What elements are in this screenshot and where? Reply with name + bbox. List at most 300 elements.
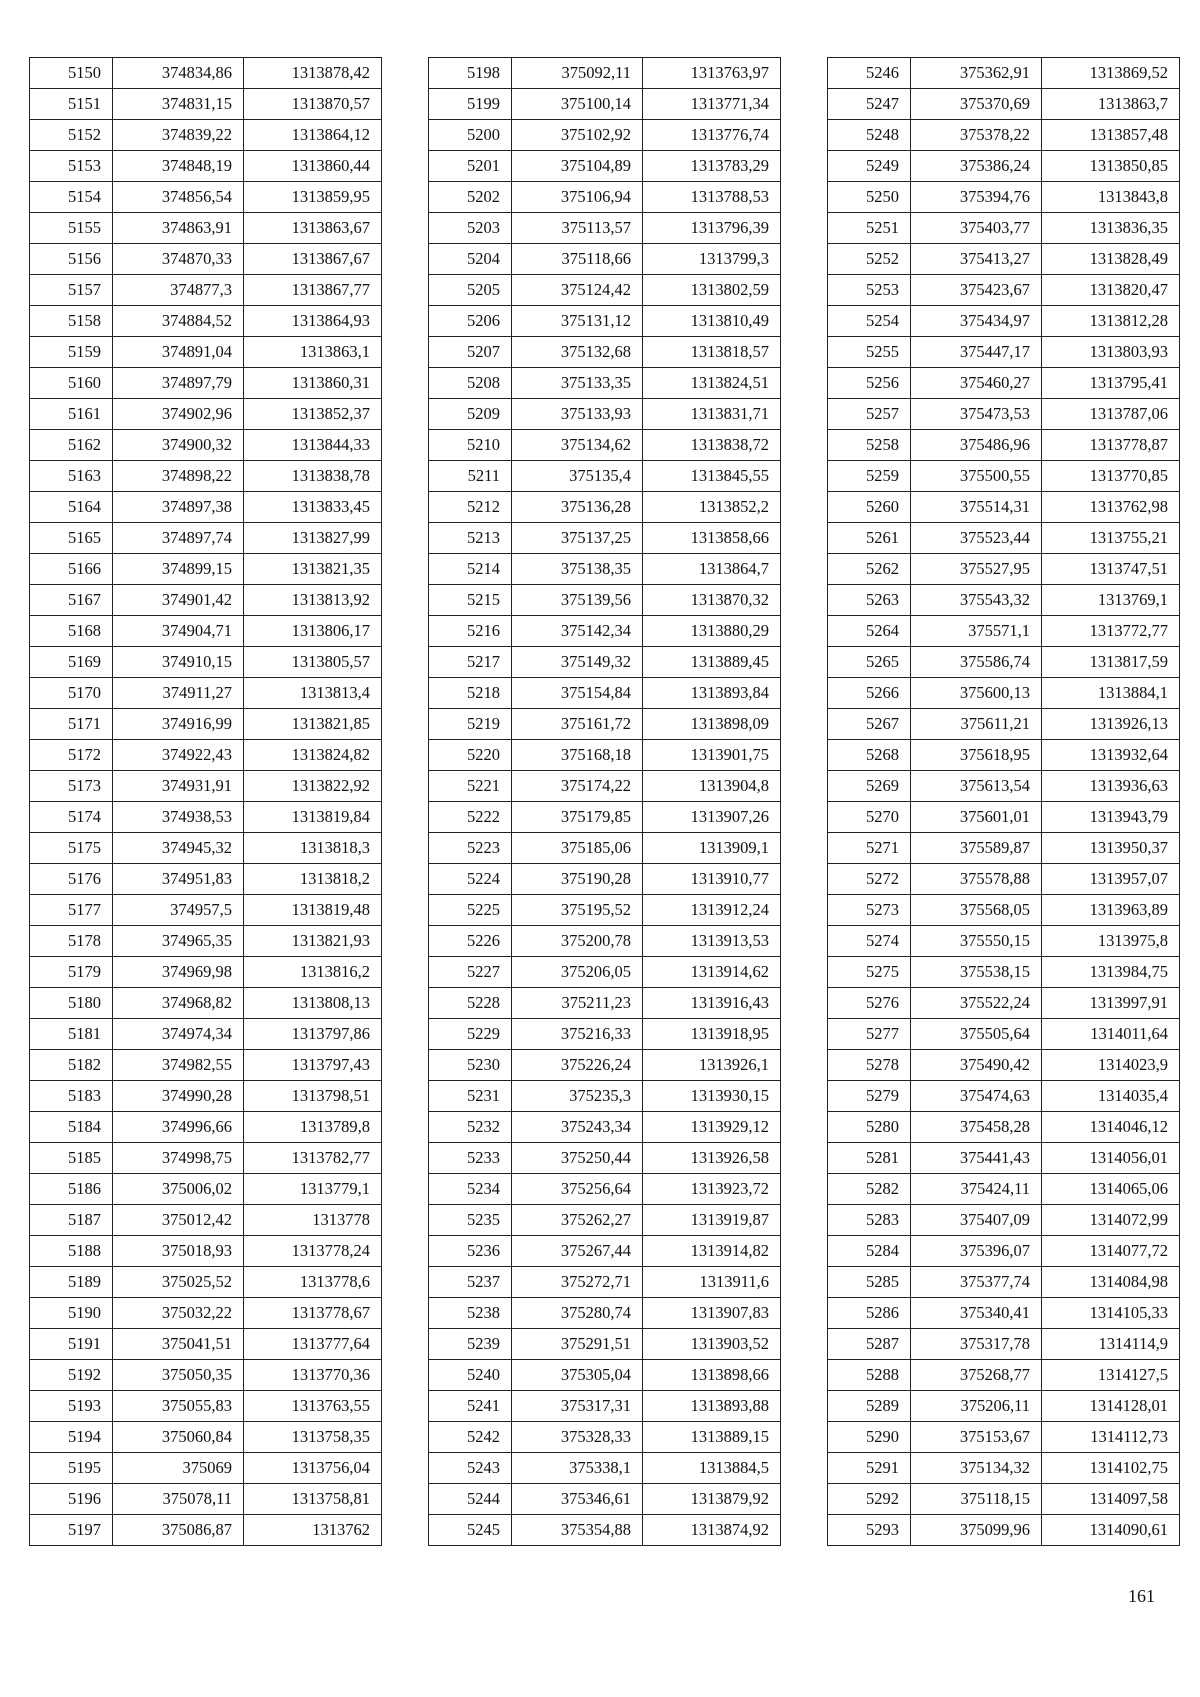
x-coordinate-cell: 375133,35	[512, 368, 643, 399]
table-row	[429, 1050, 781, 1081]
x-coordinate-cell: 374891,04	[113, 337, 244, 368]
point-number-cell: 5182	[30, 1050, 113, 1081]
table-row	[30, 58, 382, 89]
table-row	[828, 399, 1180, 430]
y-coordinate-cell: 1313867,77	[244, 275, 382, 306]
y-coordinate-cell: 1313926,1	[643, 1050, 781, 1081]
point-number-cell: 5187	[30, 1205, 113, 1236]
y-coordinate-cell: 1313884,1	[1042, 678, 1180, 709]
x-coordinate-cell: 375032,22	[113, 1298, 244, 1329]
point-number-cell: 5291	[828, 1453, 911, 1484]
point-number-cell: 5268	[828, 740, 911, 771]
table-row	[429, 647, 781, 678]
x-coordinate-cell: 375102,92	[512, 120, 643, 151]
point-number-cell: 5253	[828, 275, 911, 306]
x-coordinate-cell: 375291,51	[512, 1329, 643, 1360]
y-coordinate-cell: 1313870,57	[244, 89, 382, 120]
x-coordinate-cell: 374898,22	[113, 461, 244, 492]
table-row	[828, 89, 1180, 120]
table-row	[828, 275, 1180, 306]
point-number-cell: 5190	[30, 1298, 113, 1329]
table-row	[30, 1205, 382, 1236]
y-coordinate-cell: 1313813,92	[244, 585, 382, 616]
x-coordinate-cell: 375174,22	[512, 771, 643, 802]
x-coordinate-cell: 375522,24	[911, 988, 1042, 1019]
x-coordinate-cell: 375099,96	[911, 1515, 1042, 1546]
x-coordinate-cell: 375018,93	[113, 1236, 244, 1267]
table-row	[828, 1298, 1180, 1329]
table-row	[429, 926, 781, 957]
table-row	[828, 864, 1180, 895]
point-number-cell: 5282	[828, 1174, 911, 1205]
table-row	[429, 523, 781, 554]
point-number-cell: 5201	[429, 151, 512, 182]
point-number-cell: 5256	[828, 368, 911, 399]
y-coordinate-cell: 1313802,59	[643, 275, 781, 306]
y-coordinate-cell: 1313820,47	[1042, 275, 1180, 306]
table-row	[30, 306, 382, 337]
table-row	[828, 926, 1180, 957]
point-number-cell: 5178	[30, 926, 113, 957]
table-row	[429, 430, 781, 461]
x-coordinate-cell: 375490,42	[911, 1050, 1042, 1081]
point-number-cell: 5221	[429, 771, 512, 802]
y-coordinate-cell: 1313783,29	[643, 151, 781, 182]
x-coordinate-cell: 375104,89	[512, 151, 643, 182]
y-coordinate-cell: 1314114,9	[1042, 1329, 1180, 1360]
y-coordinate-cell: 1313984,75	[1042, 957, 1180, 988]
y-coordinate-cell: 1314011,64	[1042, 1019, 1180, 1050]
y-coordinate-cell: 1313863,1	[244, 337, 382, 368]
point-number-cell: 5183	[30, 1081, 113, 1112]
point-number-cell: 5230	[429, 1050, 512, 1081]
table-row	[828, 988, 1180, 1019]
table-row	[30, 1267, 382, 1298]
point-number-cell: 5225	[429, 895, 512, 926]
point-number-cell: 5290	[828, 1422, 911, 1453]
point-number-cell: 5231	[429, 1081, 512, 1112]
x-coordinate-cell: 375474,63	[911, 1081, 1042, 1112]
table-row	[828, 585, 1180, 616]
table-row	[30, 833, 382, 864]
x-coordinate-cell: 375328,33	[512, 1422, 643, 1453]
table-row	[30, 1298, 382, 1329]
x-coordinate-cell: 375190,28	[512, 864, 643, 895]
x-coordinate-cell: 375434,97	[911, 306, 1042, 337]
x-coordinate-cell: 375133,93	[512, 399, 643, 430]
table-row	[828, 430, 1180, 461]
x-coordinate-cell: 375600,13	[911, 678, 1042, 709]
table-row	[828, 833, 1180, 864]
table-row	[30, 275, 382, 306]
x-coordinate-cell: 375407,09	[911, 1205, 1042, 1236]
point-number-cell: 5252	[828, 244, 911, 275]
x-coordinate-cell: 375571,1	[911, 616, 1042, 647]
point-number-cell: 5270	[828, 802, 911, 833]
x-coordinate-cell: 375118,15	[911, 1484, 1042, 1515]
x-coordinate-cell: 375118,66	[512, 244, 643, 275]
table-row	[828, 957, 1180, 988]
y-coordinate-cell: 1313852,2	[643, 492, 781, 523]
point-number-cell: 5202	[429, 182, 512, 213]
point-number-cell: 5226	[429, 926, 512, 957]
y-coordinate-cell: 1313819,84	[244, 802, 382, 833]
x-coordinate-cell: 375550,15	[911, 926, 1042, 957]
y-coordinate-cell: 1313819,48	[244, 895, 382, 926]
x-coordinate-cell: 375134,32	[911, 1453, 1042, 1484]
x-coordinate-cell: 375012,42	[113, 1205, 244, 1236]
y-coordinate-cell: 1313850,85	[1042, 151, 1180, 182]
point-number-cell: 5285	[828, 1267, 911, 1298]
table-row	[429, 1360, 781, 1391]
table-row	[30, 864, 382, 895]
point-number-cell: 5271	[828, 833, 911, 864]
table-row	[30, 213, 382, 244]
table-row	[429, 58, 781, 89]
point-number-cell: 5287	[828, 1329, 911, 1360]
point-number-cell: 5249	[828, 151, 911, 182]
table-row	[30, 430, 382, 461]
point-number-cell: 5204	[429, 244, 512, 275]
point-number-cell: 5203	[429, 213, 512, 244]
point-number-cell: 5154	[30, 182, 113, 213]
y-coordinate-cell: 1313778,24	[244, 1236, 382, 1267]
table-row	[429, 89, 781, 120]
y-coordinate-cell: 1313828,49	[1042, 244, 1180, 275]
x-coordinate-cell: 375403,77	[911, 213, 1042, 244]
x-coordinate-cell: 375168,18	[512, 740, 643, 771]
y-coordinate-cell: 1313889,15	[643, 1422, 781, 1453]
y-coordinate-cell: 1313869,52	[1042, 58, 1180, 89]
y-coordinate-cell: 1313818,57	[643, 337, 781, 368]
table-row	[429, 151, 781, 182]
point-number-cell: 5168	[30, 616, 113, 647]
table-row	[429, 1298, 781, 1329]
table-row	[30, 802, 382, 833]
table-row	[429, 275, 781, 306]
coordinate-table-1	[29, 57, 382, 1546]
point-number-cell: 5275	[828, 957, 911, 988]
point-number-cell: 5281	[828, 1143, 911, 1174]
table-row	[30, 1050, 382, 1081]
point-number-cell: 5242	[429, 1422, 512, 1453]
y-coordinate-cell: 1313884,5	[643, 1453, 781, 1484]
x-coordinate-cell: 375578,88	[911, 864, 1042, 895]
y-coordinate-cell: 1313889,45	[643, 647, 781, 678]
table-row	[828, 616, 1180, 647]
point-number-cell: 5188	[30, 1236, 113, 1267]
table-row	[828, 740, 1180, 771]
y-coordinate-cell: 1313838,72	[643, 430, 781, 461]
point-number-cell: 5185	[30, 1143, 113, 1174]
table-row	[429, 368, 781, 399]
table-row	[30, 1484, 382, 1515]
point-number-cell: 5254	[828, 306, 911, 337]
point-number-cell: 5255	[828, 337, 911, 368]
x-coordinate-cell: 375185,06	[512, 833, 643, 864]
point-number-cell: 5195	[30, 1453, 113, 1484]
x-coordinate-cell: 375078,11	[113, 1484, 244, 1515]
point-number-cell: 5162	[30, 430, 113, 461]
table-row	[30, 1422, 382, 1453]
x-coordinate-cell: 375362,91	[911, 58, 1042, 89]
point-number-cell: 5214	[429, 554, 512, 585]
table-row	[30, 1453, 382, 1484]
point-number-cell: 5241	[429, 1391, 512, 1422]
point-number-cell: 5246	[828, 58, 911, 89]
table-row	[30, 1329, 382, 1360]
point-number-cell: 5170	[30, 678, 113, 709]
table-row	[30, 554, 382, 585]
point-number-cell: 5276	[828, 988, 911, 1019]
y-coordinate-cell: 1313919,87	[643, 1205, 781, 1236]
point-number-cell: 5266	[828, 678, 911, 709]
x-coordinate-cell: 375611,21	[911, 709, 1042, 740]
x-coordinate-cell: 375317,78	[911, 1329, 1042, 1360]
x-coordinate-cell: 375505,64	[911, 1019, 1042, 1050]
x-coordinate-cell: 375523,44	[911, 523, 1042, 554]
x-coordinate-cell: 374969,98	[113, 957, 244, 988]
y-coordinate-cell: 1313929,12	[643, 1112, 781, 1143]
table-row	[828, 1174, 1180, 1205]
table-row	[828, 1515, 1180, 1546]
point-number-cell: 5167	[30, 585, 113, 616]
point-number-cell: 5213	[429, 523, 512, 554]
y-coordinate-cell: 1313901,75	[643, 740, 781, 771]
x-coordinate-cell: 374996,66	[113, 1112, 244, 1143]
point-number-cell: 5238	[429, 1298, 512, 1329]
y-coordinate-cell: 1313857,48	[1042, 120, 1180, 151]
x-coordinate-cell: 375135,4	[512, 461, 643, 492]
x-coordinate-cell: 374884,52	[113, 306, 244, 337]
x-coordinate-cell: 375060,84	[113, 1422, 244, 1453]
point-number-cell: 5273	[828, 895, 911, 926]
x-coordinate-cell: 374938,53	[113, 802, 244, 833]
point-number-cell: 5198	[429, 58, 512, 89]
table-row	[30, 585, 382, 616]
y-coordinate-cell: 1313950,37	[1042, 833, 1180, 864]
x-coordinate-cell: 374922,43	[113, 740, 244, 771]
x-coordinate-cell: 375280,74	[512, 1298, 643, 1329]
table-row	[429, 1453, 781, 1484]
x-coordinate-cell: 375527,95	[911, 554, 1042, 585]
y-coordinate-cell: 1313867,67	[244, 244, 382, 275]
point-number-cell: 5278	[828, 1050, 911, 1081]
point-number-cell: 5234	[429, 1174, 512, 1205]
point-number-cell: 5186	[30, 1174, 113, 1205]
x-coordinate-cell: 375136,28	[512, 492, 643, 523]
y-coordinate-cell: 1313810,49	[643, 306, 781, 337]
table-row	[30, 461, 382, 492]
table-row	[429, 1143, 781, 1174]
table-row	[30, 926, 382, 957]
y-coordinate-cell: 1313932,64	[1042, 740, 1180, 771]
table-row	[828, 554, 1180, 585]
table-row	[429, 1515, 781, 1546]
y-coordinate-cell: 1313818,2	[244, 864, 382, 895]
x-coordinate-cell: 375589,87	[911, 833, 1042, 864]
x-coordinate-cell: 375161,72	[512, 709, 643, 740]
table-row	[429, 1019, 781, 1050]
table-row	[429, 1267, 781, 1298]
x-coordinate-cell: 374877,3	[113, 275, 244, 306]
point-number-cell: 5232	[429, 1112, 512, 1143]
y-coordinate-cell: 1313879,92	[643, 1484, 781, 1515]
y-coordinate-cell: 1313911,6	[643, 1267, 781, 1298]
x-coordinate-cell: 375113,57	[512, 213, 643, 244]
x-coordinate-cell: 375195,52	[512, 895, 643, 926]
table-row	[30, 492, 382, 523]
table-row	[429, 1236, 781, 1267]
y-coordinate-cell: 1313859,95	[244, 182, 382, 213]
table-row	[828, 771, 1180, 802]
x-coordinate-cell: 375069	[113, 1453, 244, 1484]
x-coordinate-cell: 375055,83	[113, 1391, 244, 1422]
x-coordinate-cell: 375041,51	[113, 1329, 244, 1360]
y-coordinate-cell: 1313756,04	[244, 1453, 382, 1484]
x-coordinate-cell: 375216,33	[512, 1019, 643, 1050]
y-coordinate-cell: 1313963,89	[1042, 895, 1180, 926]
x-coordinate-cell: 375200,78	[512, 926, 643, 957]
point-number-cell: 5197	[30, 1515, 113, 1546]
y-coordinate-cell: 1313893,88	[643, 1391, 781, 1422]
point-number-cell: 5269	[828, 771, 911, 802]
point-number-cell: 5262	[828, 554, 911, 585]
point-number-cell: 5196	[30, 1484, 113, 1515]
x-coordinate-cell: 375050,35	[113, 1360, 244, 1391]
x-coordinate-cell: 375206,11	[911, 1391, 1042, 1422]
point-number-cell: 5173	[30, 771, 113, 802]
table-row	[30, 709, 382, 740]
y-coordinate-cell: 1313910,77	[643, 864, 781, 895]
y-coordinate-cell: 1313914,62	[643, 957, 781, 988]
table-row	[30, 182, 382, 213]
y-coordinate-cell: 1313858,66	[643, 523, 781, 554]
table-row	[828, 709, 1180, 740]
y-coordinate-cell: 1313770,36	[244, 1360, 382, 1391]
y-coordinate-cell: 1314105,33	[1042, 1298, 1180, 1329]
point-number-cell: 5284	[828, 1236, 911, 1267]
table-row	[30, 1174, 382, 1205]
point-number-cell: 5277	[828, 1019, 911, 1050]
point-number-cell: 5248	[828, 120, 911, 151]
x-coordinate-cell: 375138,35	[512, 554, 643, 585]
x-coordinate-cell: 375124,42	[512, 275, 643, 306]
table-row	[828, 1391, 1180, 1422]
x-coordinate-cell: 375500,55	[911, 461, 1042, 492]
y-coordinate-cell: 1313957,07	[1042, 864, 1180, 895]
table-row	[429, 833, 781, 864]
point-number-cell: 5233	[429, 1143, 512, 1174]
x-coordinate-cell: 375424,11	[911, 1174, 1042, 1205]
point-number-cell: 5152	[30, 120, 113, 151]
y-coordinate-cell: 1313898,09	[643, 709, 781, 740]
x-coordinate-cell: 375305,04	[512, 1360, 643, 1391]
point-number-cell: 5229	[429, 1019, 512, 1050]
point-number-cell: 5224	[429, 864, 512, 895]
table-row	[429, 1422, 781, 1453]
y-coordinate-cell: 1313789,8	[244, 1112, 382, 1143]
table-row	[828, 120, 1180, 151]
y-coordinate-cell: 1313813,4	[244, 678, 382, 709]
y-coordinate-cell: 1313758,81	[244, 1484, 382, 1515]
table-row	[429, 244, 781, 275]
y-coordinate-cell: 1313836,35	[1042, 213, 1180, 244]
x-coordinate-cell: 374834,86	[113, 58, 244, 89]
point-number-cell: 5237	[429, 1267, 512, 1298]
y-coordinate-cell: 1314056,01	[1042, 1143, 1180, 1174]
x-coordinate-cell: 375132,68	[512, 337, 643, 368]
table-row	[30, 89, 382, 120]
y-coordinate-cell: 1313747,51	[1042, 554, 1180, 585]
y-coordinate-cell: 1313975,8	[1042, 926, 1180, 957]
x-coordinate-cell: 375250,44	[512, 1143, 643, 1174]
x-coordinate-cell: 375394,76	[911, 182, 1042, 213]
y-coordinate-cell: 1313893,84	[643, 678, 781, 709]
table-row	[828, 151, 1180, 182]
y-coordinate-cell: 1313904,8	[643, 771, 781, 802]
x-coordinate-cell: 375396,07	[911, 1236, 1042, 1267]
table-row	[30, 244, 382, 275]
point-number-cell: 5286	[828, 1298, 911, 1329]
x-coordinate-cell: 374945,32	[113, 833, 244, 864]
table-row	[30, 523, 382, 554]
point-number-cell: 5265	[828, 647, 911, 678]
y-coordinate-cell: 1314023,9	[1042, 1050, 1180, 1081]
x-coordinate-cell: 374897,38	[113, 492, 244, 523]
table-row	[828, 802, 1180, 833]
x-coordinate-cell: 375386,24	[911, 151, 1042, 182]
point-number-cell: 5179	[30, 957, 113, 988]
table-row	[30, 988, 382, 1019]
table-row	[828, 1143, 1180, 1174]
y-coordinate-cell: 1313806,17	[244, 616, 382, 647]
x-coordinate-cell: 374901,42	[113, 585, 244, 616]
table-row	[30, 1515, 382, 1546]
point-number-cell: 5263	[828, 585, 911, 616]
x-coordinate-cell: 374916,99	[113, 709, 244, 740]
table-row	[429, 864, 781, 895]
table-row	[30, 1236, 382, 1267]
table-row	[828, 213, 1180, 244]
table-row	[429, 1174, 781, 1205]
y-coordinate-cell: 1313916,43	[643, 988, 781, 1019]
x-coordinate-cell: 374974,34	[113, 1019, 244, 1050]
table-row	[828, 461, 1180, 492]
x-coordinate-cell: 375262,27	[512, 1205, 643, 1236]
y-coordinate-cell: 1313821,93	[244, 926, 382, 957]
y-coordinate-cell: 1313778	[244, 1205, 382, 1236]
y-coordinate-cell: 1313769,1	[1042, 585, 1180, 616]
point-number-cell: 5192	[30, 1360, 113, 1391]
y-coordinate-cell: 1313803,93	[1042, 337, 1180, 368]
table-row	[828, 1484, 1180, 1515]
table-row	[828, 1081, 1180, 1112]
y-coordinate-cell: 1313930,15	[643, 1081, 781, 1112]
point-number-cell: 5251	[828, 213, 911, 244]
table-row	[429, 213, 781, 244]
y-coordinate-cell: 1314065,06	[1042, 1174, 1180, 1205]
x-coordinate-cell: 375601,01	[911, 802, 1042, 833]
table-row	[30, 771, 382, 802]
table-row	[30, 151, 382, 182]
table-row	[429, 1081, 781, 1112]
table-row	[30, 368, 382, 399]
table-row	[429, 399, 781, 430]
point-number-cell: 5289	[828, 1391, 911, 1422]
y-coordinate-cell: 1313831,71	[643, 399, 781, 430]
point-number-cell: 5166	[30, 554, 113, 585]
